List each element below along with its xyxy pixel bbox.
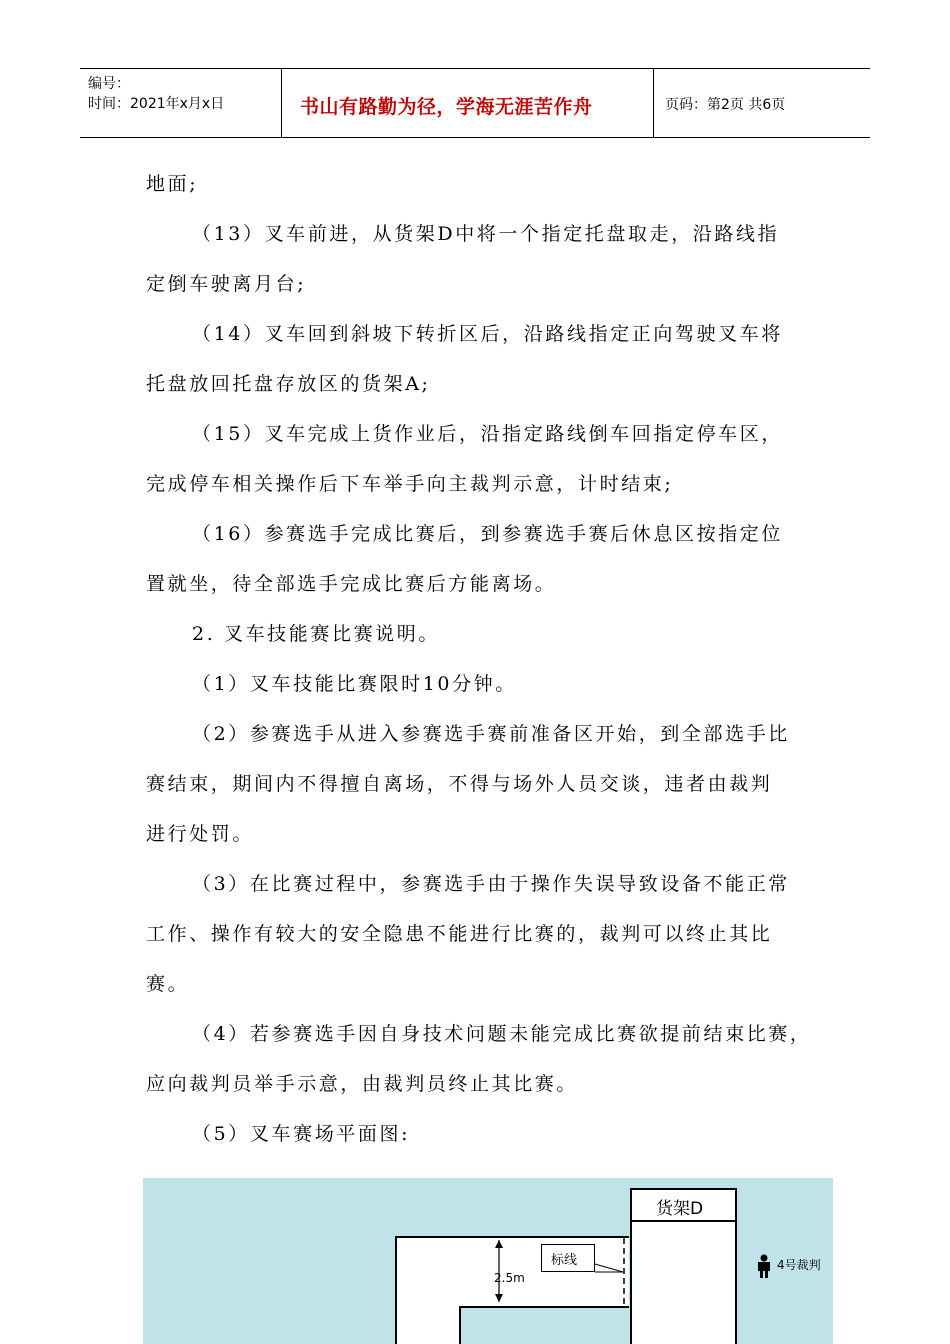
body-line: （16）参赛选手完成比赛后，到参赛选手赛后休息区按指定位 xyxy=(192,523,783,545)
body-line: （1）叉车技能比赛限时10分钟。 xyxy=(192,673,517,695)
judge-4 xyxy=(755,1254,821,1282)
body-line: 进行处罚。 xyxy=(146,823,255,845)
body-line: （2）参赛选手从进入参赛选手赛前准备区开始，到全部选手比 xyxy=(192,723,790,745)
shelf-d-label: 货架D xyxy=(656,1199,704,1219)
body-line: 置就坐，待全部选手完成比赛后方能离场。 xyxy=(146,573,557,595)
body-line: （4）若参赛选手因自身技术问题未能完成比赛欲提前结束比赛， xyxy=(192,1023,812,1045)
forklift-field-plan xyxy=(143,1178,833,1344)
dimension-label: 2.5m xyxy=(494,1271,525,1285)
document-number: 编号： xyxy=(88,76,130,92)
judge-label: 4号裁判 xyxy=(777,1258,821,1272)
body-line: （5）叉车赛场平面图: xyxy=(192,1123,411,1145)
header-page-cell xyxy=(654,69,870,137)
body-line: （14）叉车回到斜坡下转折区后，沿路线指定正向驾驶叉车将 xyxy=(192,323,783,345)
page-number: 页码：第2页 共6页 xyxy=(665,97,786,113)
person-icon xyxy=(755,1254,773,1278)
document-date: 时间：2021年x月x日 xyxy=(88,96,225,112)
body-line: 完成停车相关操作后下车举手向主裁判示意，计时结束; xyxy=(146,473,674,495)
body-line: （15）叉车完成上货作业后，沿指定路线倒车回指定停车区， xyxy=(192,423,783,445)
body-line: 赛。 xyxy=(146,973,190,995)
diagram-lines xyxy=(143,1178,833,1344)
body-line: 地面; xyxy=(146,173,199,195)
marker-label: 标线 xyxy=(551,1253,578,1268)
body-line: 赛结束，期间内不得擅自离场，不得与场外人员交谈，违者由裁判 xyxy=(146,773,773,795)
body-line: 工作、操作有较大的安全隐患不能进行比赛的，裁判可以终止其比 xyxy=(146,923,773,945)
marker-callout xyxy=(541,1244,595,1272)
body-line: 应向裁判员举手示意，由裁判员终止其比赛。 xyxy=(146,1073,579,1095)
body-line: 托盘放回托盘存放区的货架A; xyxy=(146,373,431,395)
body-line: 定倒车驶离月台; xyxy=(146,273,307,295)
header-meta xyxy=(80,69,282,137)
page-header xyxy=(80,68,870,138)
header-motto: 书山有路勤为径，学海无涯苦作舟 xyxy=(300,96,593,118)
body-line: （13）叉车前进，从货架D中将一个指定托盘取走，沿路线指 xyxy=(192,223,780,245)
body-line: 2. 叉车技能赛比赛说明。 xyxy=(192,623,440,645)
body-line: （3）在比赛过程中，参赛选手由于操作失误导致设备不能正常 xyxy=(192,873,790,895)
header-motto-cell xyxy=(282,69,654,137)
